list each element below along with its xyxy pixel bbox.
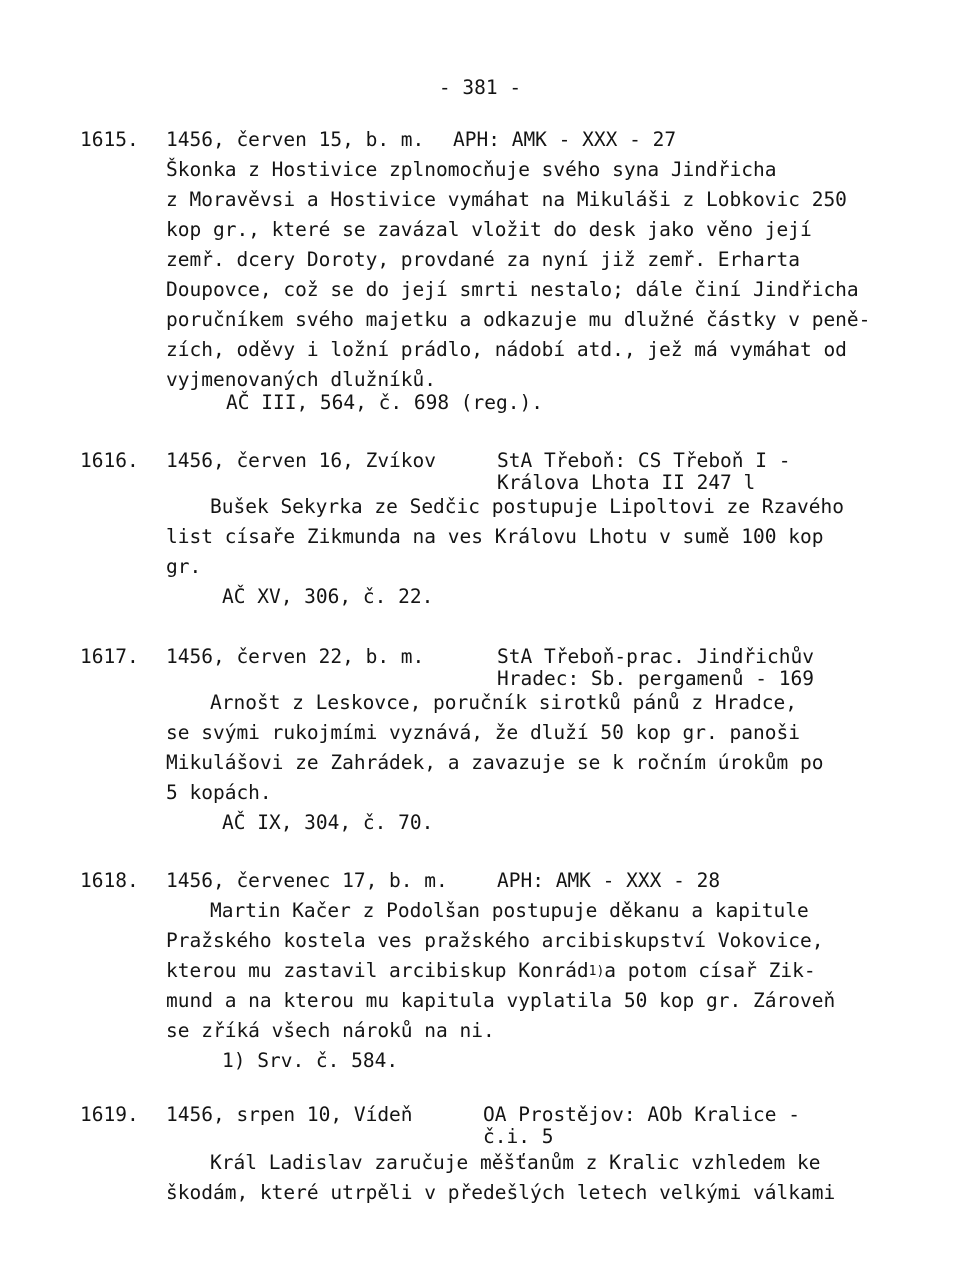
entry-citation: AČ III, 564, č. 698 (reg.). (226, 391, 543, 414)
source-line: č.i. 5 (483, 1125, 554, 1148)
body-line: Arnošt z Leskovce, poručník sirotků pánů z Hradce, (210, 691, 797, 714)
source-line: Hradec: Sb. pergamenů - 169 (497, 667, 814, 690)
body-line: kop gr., které se zavázal vložit do desk jako věno její (166, 218, 812, 241)
entry-number: 1618. (80, 869, 139, 892)
source-line: Králova Lhota II 247 l (497, 471, 756, 494)
entry-body (166, 896, 891, 1046)
body-line: Škonka z Hostivice zplnomocňuje svého syna Jindřicha (166, 158, 777, 181)
body-line: zemř. dcery Doroty, provdané za nyní již zemř. Erharta (166, 248, 800, 271)
entry-number: 1617. (80, 645, 139, 668)
entry-source (497, 646, 814, 690)
body-line: se svými rukojmími vyznává, že dluží 50 kop gr. panoši (166, 721, 800, 744)
entry-date: 1456, červen 15, b. m. (166, 128, 425, 151)
body-line: Bušek Sekyrka ze Sedčic postupuje Lipoltovi ze Rzavého (210, 495, 844, 518)
entry-citation: AČ XV, 306, č. 22. (222, 585, 434, 608)
entry-number: 1615. (80, 128, 139, 151)
source-line: StA Třeboň-prac. Jindřichův (497, 645, 814, 668)
body-line: mund a na kterou mu kapitula vyplatila 50 kop gr. Zároveň (166, 989, 836, 1012)
entry-body (166, 492, 891, 582)
entry-date: 1456, červenec 17, b. m. (166, 869, 448, 892)
entry-source (483, 1104, 800, 1148)
body-line: Pražského kostela ves pražského arcibiskupství Vokovice, (166, 929, 824, 952)
body-line: se zříká všech nároků na ni. (166, 1019, 495, 1042)
body-line: list císaře Zikmunda na ves Královu Lhotu v sumě 100 kop (166, 525, 824, 548)
entry-body (166, 688, 891, 808)
entry-date: 1456, srpen 10, Vídeň (166, 1103, 413, 1126)
body-line: zích, oděvy i ložní prádlo, nádobí atd., jež má vymáhat od (166, 338, 847, 361)
entry-source: APH: AMK - XXX - 28 (497, 869, 721, 892)
entry-citation: AČ IX, 304, č. 70. (222, 811, 434, 834)
entry-date: 1456, červen 22, b. m. (166, 645, 425, 668)
entry-source: APH: AMK - XXX - 27 (453, 128, 677, 151)
source-line: OA Prostějov: AOb Kralice - (483, 1103, 800, 1126)
body-text: kterou mu zastavil arcibiskup Konrád (166, 959, 589, 982)
body-text: a potom císař Zik- (604, 959, 816, 982)
source-line: StA Třeboň: CS Třeboň I - (497, 449, 791, 472)
body-line: Martin Kačer z Podolšan postupuje děkanu a kapitule (210, 899, 809, 922)
page-number: - 381 - (438, 76, 522, 99)
footnote-marker: 1) (588, 964, 605, 979)
entry-source (497, 450, 791, 494)
body-line: Král Ladislav zaručuje měšťanům z Kralic vzhledem ke (210, 1151, 821, 1174)
entry-body (166, 1148, 891, 1208)
entry-body (166, 155, 891, 395)
entry-number: 1619. (80, 1103, 139, 1126)
body-line: škodám, které utrpěli v předešlých letech velkými válkami (166, 1181, 836, 1204)
body-line: vyjmenovaných dlužníků. (166, 368, 437, 391)
body-line: z Moravěvsi a Hostivice vymáhat na Mikuláši z Lobkovic 250 (166, 188, 847, 211)
entry-number: 1616. (80, 449, 139, 472)
footnote: 1) Srv. č. 584. (222, 1049, 399, 1072)
body-line: Doupovce, což se do její smrti nestalo; dále činí Jindřicha (166, 278, 859, 301)
body-line: poručníkem svého majetku a odkazuje mu dlužné částky v peně- (166, 308, 871, 331)
entry-date: 1456, červen 16, Zvíkov (166, 449, 437, 472)
body-line: gr. (166, 555, 202, 578)
body-line: Mikulášovi ze Zahrádek, a zavazuje se k ročním úrokům po (166, 751, 824, 774)
body-line (166, 956, 891, 986)
body-line: 5 kopách. (166, 781, 272, 804)
